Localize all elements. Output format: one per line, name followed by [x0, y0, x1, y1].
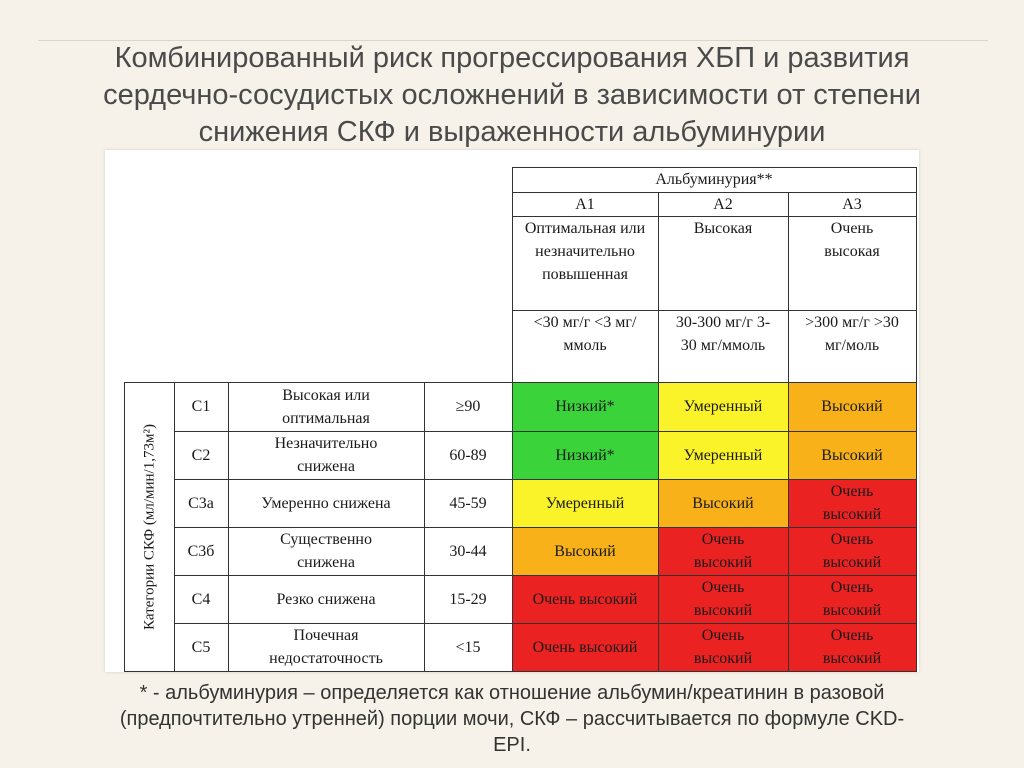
albuminuria-column-code: А2	[713, 195, 733, 213]
grid-line	[916, 167, 917, 383]
gfr-category-range: ≥90	[455, 398, 481, 415]
risk-cell: Очень высокий	[788, 575, 916, 623]
grid-line	[658, 382, 659, 672]
risk-cell: Высокий	[788, 382, 916, 431]
risk-cell: Очень высокий	[788, 623, 916, 671]
gfr-category-code: С1	[191, 398, 211, 415]
title-line-1: Комбинированный риск прогрессирования ХБП и развития	[114, 42, 910, 74]
risk-cell: Очень высокий	[658, 623, 788, 671]
risk-cell: Очень высокий	[512, 623, 658, 671]
footnote-line-2: (предпочтительно утренней) порции мочи, СКФ – рассчитывается по формуле CKD-	[119, 708, 905, 730]
grid-line	[424, 382, 425, 672]
risk-cell: Высокий	[658, 479, 788, 527]
risk-cell: Очень высокий	[658, 527, 788, 575]
gfr-category-code: С4	[191, 590, 211, 608]
risk-cell: Низкий*	[512, 431, 658, 479]
gfr-category-range: 30-44	[449, 542, 487, 560]
grid-line	[124, 382, 917, 383]
albuminuria-column-range: <30 мг/г <3 мг/ммоль	[533, 314, 637, 354]
grid-line	[174, 527, 917, 528]
risk-cell: Очень высокий	[658, 575, 788, 623]
albuminuria-column-description: Очень высокая	[824, 220, 880, 260]
albuminuria-column-description: Оптимальная или незначительно повышенная	[524, 220, 646, 283]
grid-line	[658, 192, 659, 383]
gfr-category-code: С3б	[187, 542, 215, 560]
grid-line	[788, 382, 789, 672]
risk-cell: Низкий*	[512, 382, 658, 431]
grid-line	[512, 216, 917, 217]
albuminuria-column-code: А1	[575, 195, 595, 213]
title-line-2: сердечно-сосудистых осложнений в зависимости от степени	[103, 79, 921, 111]
risk-cell: Очень высокий	[512, 575, 658, 623]
gfr-axis-label: Категории СКФ (мл/мин/1,73м²)	[141, 423, 157, 630]
grid-line	[512, 167, 917, 168]
footnote	[0, 680, 1024, 758]
grid-line	[174, 431, 917, 432]
gfr-category-description: Высокая или оптимальная	[282, 386, 370, 427]
grid-line	[916, 382, 917, 672]
gfr-category-range: 45-59	[449, 494, 487, 512]
albuminuria-column-range: 30-300 мг/г 3-30 мг/ммоль	[675, 314, 771, 354]
risk-cell: Очень высокий	[788, 479, 916, 527]
gfr-category-description: Незначительно снижена	[274, 435, 378, 475]
grid-line	[512, 310, 917, 311]
risk-cell: Очень высокий	[788, 527, 916, 575]
grid-line	[174, 479, 917, 480]
grid-line	[512, 382, 513, 672]
gfr-category-code: С3а	[188, 494, 214, 512]
risk-cell: Умеренный	[658, 431, 788, 479]
gfr-category-description: Умеренно снижена	[261, 494, 391, 512]
gfr-category-description: Существенно снижена	[280, 531, 372, 571]
risk-cell: Высокий	[788, 431, 916, 479]
grid-line	[512, 192, 917, 193]
grid-line	[174, 575, 917, 576]
risk-cell: Высокий	[512, 527, 658, 575]
grid-line	[174, 623, 917, 624]
albuminuria-column-range: >300 мг/г >30 мг/моль	[805, 314, 899, 354]
gfr-category-range: 60-89	[449, 446, 487, 464]
albuminuria-column-code: А3	[842, 195, 862, 213]
grid-line	[512, 167, 513, 383]
title-line-3: снижения СКФ и выраженности альбуминурии	[198, 116, 826, 148]
footnote-line-3: EPI.	[493, 734, 531, 756]
risk-cell: Умеренный	[512, 479, 658, 527]
grid-line	[788, 192, 789, 383]
footnote-line-1: * - альбуминурия – определяется как отношение альбумин/креатинин в разовой	[139, 682, 885, 704]
gfr-category-description: Резко снижена	[276, 590, 376, 608]
albuminuria-column-description: Высокая	[693, 220, 753, 237]
albuminuria-header: Альбуминурия**	[655, 171, 773, 188]
gfr-category-code: С5	[191, 638, 211, 656]
grid-line	[228, 382, 229, 672]
grid-line	[124, 382, 125, 672]
gfr-category-code: С2	[191, 446, 211, 464]
gfr-category-range: 15-29	[449, 590, 487, 608]
grid-line	[124, 671, 917, 672]
risk-cell: Умеренный	[658, 382, 788, 431]
gfr-category-range: <15	[455, 638, 481, 656]
grid-line	[174, 382, 175, 672]
gfr-category-description: Почечная недостаточность	[269, 627, 383, 667]
